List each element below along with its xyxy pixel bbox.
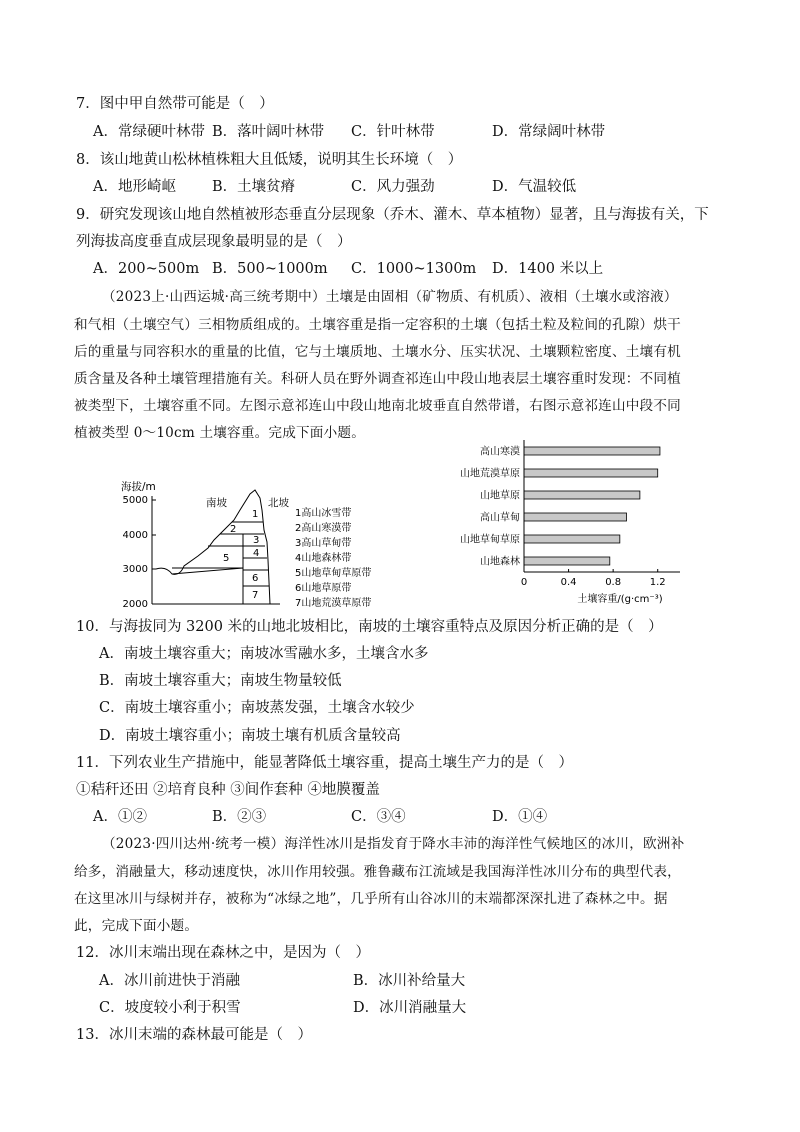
zone-number: 6 [252,573,259,584]
legend-item: 1高山冰雪带 [295,508,352,519]
q10-option-d[interactable]: D．南坡土壤容重小；南坡土壤有机质含量较高 [99,728,401,744]
chart-category-label: 山地荒漠草原 [460,468,520,480]
zone-number: 3 [253,535,260,546]
chart-bar [524,469,658,477]
chart-bar [524,535,620,543]
legend-item: 6山地草原带 [295,583,352,594]
q10-option-c[interactable]: C．南坡土壤容重小；南坡蒸发强，土壤含水较少 [99,700,415,716]
chart-bar [524,513,627,521]
chart-category-label: 高山寒漠 [480,446,520,458]
diagram-ylabel: 海拔/m [121,481,156,493]
chart-category-label: 山地草原 [480,490,520,502]
diagram-ytick: 3000 [122,564,148,575]
passage1-line: 后的重量与同容积水的重量的比值，它与土壤质地、土壤水分、压实状况、土壤颗粒密度、土壤有机 [74,344,681,360]
zone-number: 7 [252,590,259,601]
q11-option-b[interactable]: B．②③ [212,809,267,825]
q11-option-c[interactable]: C．③④ [351,809,406,825]
q8-option-b[interactable]: B．土壤贫瘠 [212,179,296,195]
question-10-stem: 10．与海拔同为 3200 米的山地北坡相比，南坡的土壤容重特点及原因分析正确的是（ ） [76,619,663,635]
passage2-line: 此，完成下面小题。 [74,918,199,934]
chart-category-label: 山地森林 [480,556,520,568]
chart-tick-label: 1.2 [649,577,666,588]
chart-category-label: 高山草甸 [480,512,520,524]
question-13-stem: 13．冰川末端的森林最可能是（ ） [76,1027,312,1043]
passage1-line: 被类型下，土壤容重不同。左图示意祁连山中段山地南北坡垂直自然带谱，右图示意祁连山中段不同 [74,398,681,414]
legend-item: 3高山草甸带 [295,538,352,549]
question-8-stem: 8．该山地黄山松林植株粗大且低矮，说明其生长环境（ ） [76,152,463,168]
chart-tick-label: 0.4 [560,577,577,588]
question-11-stem: 11．下列农业生产措施中，能显著降低土壤容重，提高土壤生产力的是（ ） [76,755,573,771]
zone-number: 2 [230,524,237,535]
diagram-ytick: 5000 [122,495,148,506]
zone-number: 5 [223,553,230,564]
chart-xlabel: 土壤容重/(g·cm⁻³) [577,594,663,605]
q9-option-d[interactable]: D．1400 米以上 [492,261,604,277]
q10-option-b[interactable]: B．南坡土壤容重大；南坡生物量较低 [99,673,342,689]
passage2-line: 给多，消融量大，移动速度快，冰川作用较强。雅鲁藏布江流域是我国海洋性冰川分布的典型代表， [74,864,681,880]
legend-item: 4山地森林带 [295,553,352,564]
passage2-line: （2023·四川达州·统考一模）海洋性冰川是指发育于降水丰沛的海洋性气候地区的冰川，欧洲补 [102,836,685,852]
q12-option-b[interactable]: B．冰川补给量大 [353,973,466,989]
q11-option-a[interactable]: A．①② [93,809,147,825]
q7-option-a[interactable]: A．常绿硬叶林带 [93,124,205,140]
question-11-items: ①秸秆还田 ②培育良种 ③间作套种 ④地膜覆盖 [76,782,380,798]
chart-bar [524,557,610,565]
q8-option-a[interactable]: A．地形崎岖 [93,179,176,195]
question-9-stem-line1: 9．研究发现该山地自然植被形态垂直分层现象（乔木、灌木、草本植物）显著，且与海拔有关，下 [76,207,709,223]
passage1-line: 植被类型 0～10cm 土壤容重。完成下面小题。 [74,425,365,441]
legend-item: 7山地荒漠草原带 [295,598,372,609]
chart-tick-label: 0 [520,577,528,588]
q9-option-c[interactable]: C．1000~1300m [351,261,477,277]
legend-item: 2高山寒漠带 [295,523,352,534]
q9-option-a[interactable]: A．200~500m [93,261,200,277]
question-9-stem-line2: 列海拔高度垂直成层现象最明显的是（ ） [76,234,352,250]
chart-tick-label: 0.8 [605,577,622,588]
question-7-stem: 7．图中甲自然带可能是（ ） [76,96,274,112]
q7-option-c[interactable]: C．针叶林带 [351,124,435,140]
chart-bar [524,491,640,499]
north-slope-label: 北坡 [268,497,289,509]
q12-option-c[interactable]: C．坡度较小利于积雪 [99,1000,241,1016]
vertical-zone-diagram [110,470,390,615]
passage1-line: 质含量及各种土壤管理措施有关。科研人员在野外调查祁连山中段山地表层土壤容重时发现：不同植 [74,371,681,387]
q10-option-a[interactable]: A．南坡土壤容重大；南坡冰雪融水多，土壤含水多 [99,646,429,662]
q12-option-d[interactable]: D．冰川消融量大 [353,1000,467,1016]
q11-option-d[interactable]: D．①④ [492,809,548,825]
q7-option-d[interactable]: D．常绿阔叶林带 [492,124,606,140]
question-12-stem: 12．冰川末端出现在森林之中，是因为（ ） [76,945,370,961]
passage1-line: 和气相（土壤空气）三相物质组成的。土壤容重是指一定容积的土壤（包括土粒及粒间的孔隙）烘干 [74,317,681,333]
zone-number: 4 [253,548,260,559]
chart-bar [524,447,660,455]
q8-option-c[interactable]: C．风力强劲 [351,179,435,195]
legend-item: 5山地草甸草原带 [295,568,372,579]
south-slope-label: 南坡 [206,497,227,509]
passage2-line: 在这里冰川与绿树并存，被称为“冰绿之地”，几乎所有山谷冰川的末端都深深扎进了森林之中。据 [74,891,668,907]
passage1-line: （2023上·山西运城·高三统考期中）土壤是由固相（矿物质、有机质）、液相（土壤水或溶液） [102,289,678,305]
q9-option-b[interactable]: B．500~1000m [212,261,328,277]
diagram-ytick: 4000 [122,530,148,541]
chart-category-label: 山地草甸草原 [460,534,520,546]
diagram-ytick: 2000 [122,599,148,610]
q12-option-a[interactable]: A．冰川前进快于消融 [99,973,240,989]
q8-option-d[interactable]: D．气温较低 [492,179,577,195]
zone-number: 1 [252,509,259,520]
q7-option-b[interactable]: B．落叶阔叶林带 [212,124,325,140]
soil-density-bar-chart [430,436,690,608]
